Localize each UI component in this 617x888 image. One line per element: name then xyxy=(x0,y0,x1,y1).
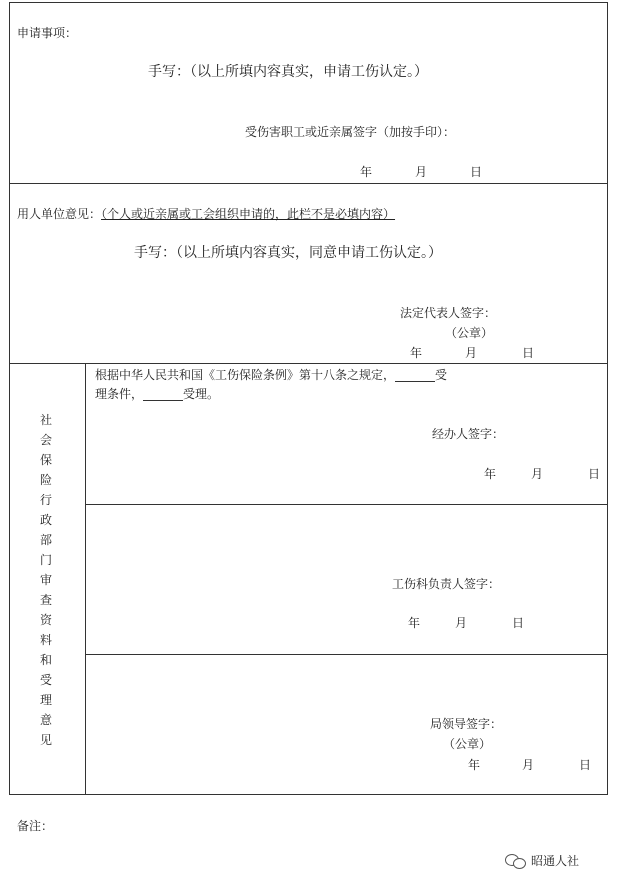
part1-date-day: 日 xyxy=(588,467,601,481)
side-column-divider xyxy=(85,363,86,795)
review-side-label-char: 审 xyxy=(39,573,52,587)
review-basis-line-2 xyxy=(95,387,219,401)
employer-opinion-row xyxy=(17,207,395,221)
row-divider-2 xyxy=(9,363,608,364)
review-side-label-char: 见 xyxy=(39,733,52,747)
handler-signature-label: 经办人签字： xyxy=(432,427,505,441)
review-basis-accept: 受 xyxy=(435,368,448,382)
review-side-label-char: 门 xyxy=(39,553,52,567)
wechat-icon xyxy=(505,853,527,869)
employer-handwritten-statement: 手写：（以上所填内容真实，同意申请工伤认定。） xyxy=(134,245,442,261)
review-basis-line-1 xyxy=(95,368,447,382)
review-side-label-char: 政 xyxy=(39,513,52,527)
review-basis-text: 根据中华人民共和国《工伤保险条例》第十八条之规定， xyxy=(95,368,396,382)
section2-date-month: 月 xyxy=(465,346,478,360)
part2-date-day: 日 xyxy=(512,616,525,630)
review-side-label-char: 查 xyxy=(39,593,52,607)
table-border-bottom xyxy=(9,794,608,795)
injured-worker-signature-label: 受伤害职工或近亲属签字（加按手印）： xyxy=(245,125,456,139)
review-side-label-char: 资 xyxy=(39,613,52,627)
review-side-label-char: 行 xyxy=(39,493,52,507)
bureau-leader-signature-label: 局领导签字： xyxy=(430,717,503,731)
review-basis-blank-2[interactable] xyxy=(143,388,183,401)
row-divider-1 xyxy=(9,183,608,184)
employer-opinion-note: （个人或近亲属或工会组织申请的，此栏不是必填内容） xyxy=(101,207,396,221)
section1-date-day: 日 xyxy=(470,165,483,179)
applicant-handwritten-statement: 手写：（以上所填内容真实，申请工伤认定。） xyxy=(148,64,428,80)
application-items-label: 申请事项： xyxy=(17,26,78,40)
legal-representative-signature-label: 法定代表人签字： xyxy=(400,306,497,320)
review-basis-blank-1[interactable] xyxy=(395,369,435,382)
employer-opinion-label: 用人单位意见： xyxy=(17,207,102,221)
review-basis-condition: 理条件， xyxy=(95,387,144,401)
review-basis-accepted: 受理。 xyxy=(183,387,220,401)
section1-date-year: 年 xyxy=(360,165,373,179)
part3-seal: （公章） xyxy=(443,737,492,751)
part2-date-year: 年 xyxy=(408,616,421,630)
part3-date-day: 日 xyxy=(579,758,592,772)
part3-date-month: 月 xyxy=(522,758,535,772)
review-divider-2 xyxy=(85,654,608,655)
review-side-label xyxy=(37,410,55,750)
review-side-label-char: 受 xyxy=(39,673,52,687)
table-border-left xyxy=(9,2,10,795)
section2-seal: （公章） xyxy=(445,326,494,340)
watermark-text: 昭通人社 xyxy=(531,854,580,868)
section2-date-year: 年 xyxy=(410,346,423,360)
part1-date-month: 月 xyxy=(531,467,544,481)
section2-date-day: 日 xyxy=(522,346,535,360)
review-side-label-char: 理 xyxy=(39,693,52,707)
section1-date-month: 月 xyxy=(415,165,428,179)
review-side-label-char: 料 xyxy=(39,633,52,647)
review-side-label-char: 会 xyxy=(39,433,52,447)
part3-date-year: 年 xyxy=(468,758,481,772)
review-side-label-char: 社 xyxy=(39,413,52,427)
table-border-right xyxy=(607,2,608,795)
review-side-label-char: 保 xyxy=(39,453,52,467)
table-border-top xyxy=(9,2,608,3)
part2-date-month: 月 xyxy=(455,616,468,630)
review-side-label-char: 意 xyxy=(39,713,52,727)
review-side-label-char: 和 xyxy=(39,653,52,667)
remarks-label: 备注： xyxy=(17,819,54,833)
review-divider-1 xyxy=(85,504,608,505)
review-side-label-char: 部 xyxy=(39,533,52,547)
injury-dept-head-signature-label: 工伤科负责人签字： xyxy=(392,577,501,591)
watermark xyxy=(505,852,579,869)
review-side-label-char: 险 xyxy=(39,473,52,487)
part1-date-year: 年 xyxy=(484,467,497,481)
